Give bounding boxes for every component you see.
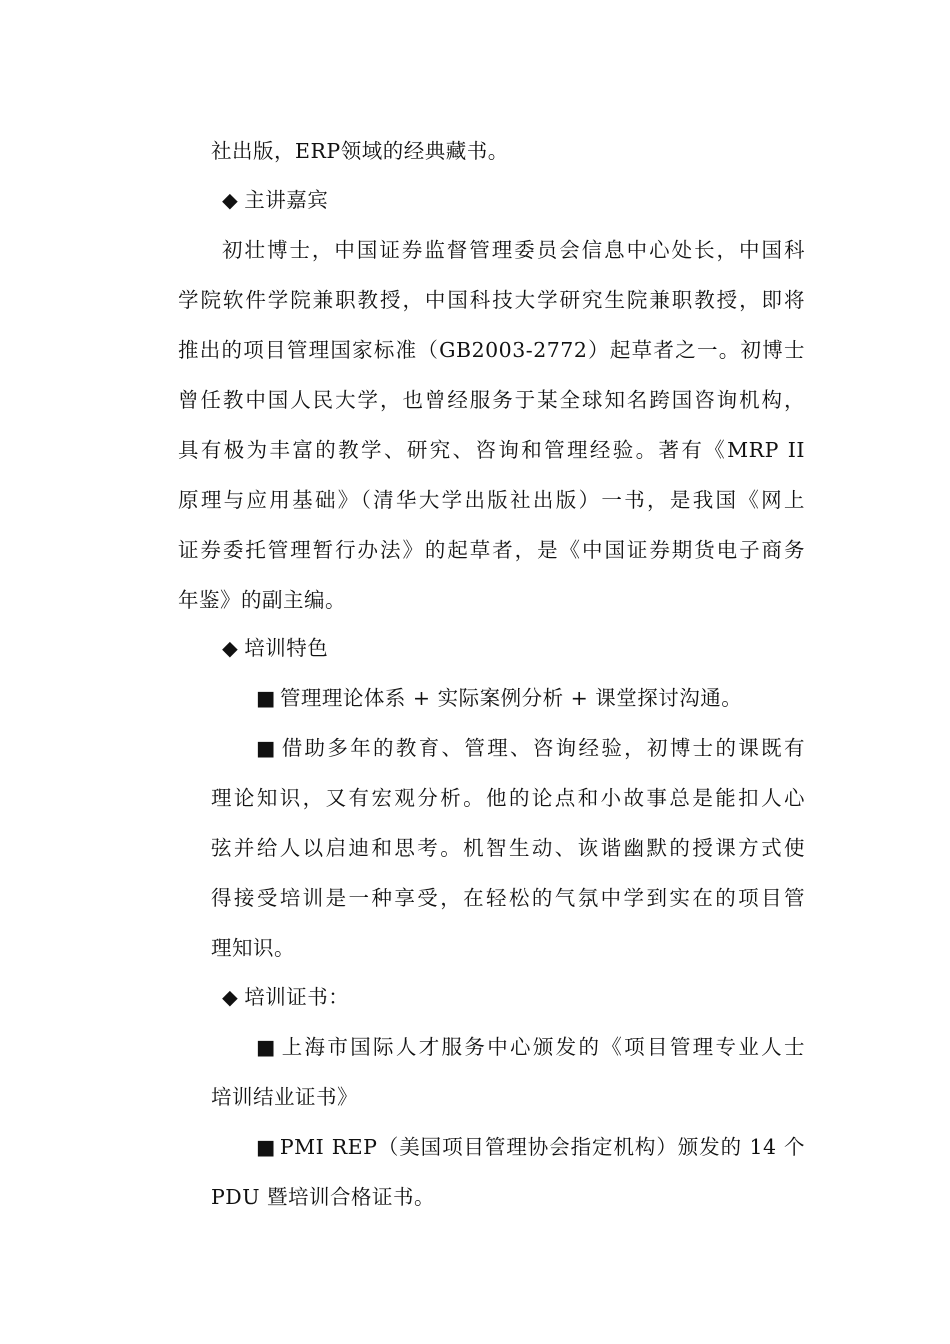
speaker-paragraph-line: 初壮博士，中国证券监督管理委员会信息中心处长，中国科 bbox=[222, 238, 805, 262]
certificate-item bbox=[256, 1032, 805, 1062]
speaker-paragraph-line: 年鉴》的副主编。 bbox=[178, 588, 346, 612]
speaker-paragraph-line: 原理与应用基础》（清华大学出版社出版）一书，是我国《网上 bbox=[178, 488, 805, 512]
certificate-item-line: 培训结业证书》 bbox=[211, 1085, 358, 1109]
speaker-paragraph-line: 曾任教中国人民大学，也曾经服务于某全球知名跨国咨询机构， bbox=[178, 388, 805, 412]
square-bullet-icon: ■ bbox=[256, 1035, 276, 1059]
section-title-features: 培训特色 bbox=[244, 636, 329, 660]
section-title-speaker: 主讲嘉宾 bbox=[244, 188, 329, 212]
speaker-paragraph-line: 推出的项目管理国家标准（GB2003-2772）起草者之一。初博士 bbox=[178, 338, 805, 362]
intro-line: 社出版，ERP领域的经典藏书。 bbox=[211, 139, 509, 163]
feature-item-line: 得接受培训是一种享受，在轻松的气氛中学到实在的项目管 bbox=[211, 886, 805, 910]
certificate-item-line: PDU 暨培训合格证书。 bbox=[211, 1185, 436, 1209]
section-heading-certificate bbox=[222, 982, 349, 1012]
feature-item-text: 管理理论体系 + 实际案例分析 + 课堂探讨沟通。 bbox=[279, 686, 743, 710]
certificate-item bbox=[256, 1132, 805, 1162]
square-bullet-icon: ■ bbox=[256, 686, 276, 710]
diamond-bullet-icon: ◆ bbox=[222, 985, 239, 1009]
certificate-item-text: PMI REP（美国项目管理协会指定机构）颁发的 14 个 bbox=[279, 1135, 805, 1159]
certificate-item-text: 上海市国际人才服务中心颁发的《项目管理专业人士 bbox=[279, 1035, 805, 1059]
feature-item-line: 弦并给人以启迪和思考。机智生动、诙谐幽默的授课方式使 bbox=[211, 836, 805, 860]
feature-item bbox=[256, 683, 742, 713]
speaker-paragraph-line: 证券委托管理暂行办法》的起草者，是《中国证券期货电子商务 bbox=[178, 538, 805, 562]
feature-item-line: 理知识。 bbox=[211, 936, 295, 960]
feature-item bbox=[256, 733, 805, 763]
feature-item-text: 借助多年的教育、管理、咨询经验，初博士的课既有 bbox=[279, 736, 805, 760]
feature-item-line: 理论知识，又有宏观分析。他的论点和小故事总是能扣人心 bbox=[211, 786, 805, 810]
diamond-bullet-icon: ◆ bbox=[222, 188, 239, 212]
section-heading-features bbox=[222, 633, 328, 663]
speaker-paragraph-line: 具有极为丰富的教学、研究、咨询和管理经验。著有《MRP II bbox=[178, 438, 805, 462]
square-bullet-icon: ■ bbox=[256, 736, 276, 760]
square-bullet-icon: ■ bbox=[256, 1135, 276, 1159]
speaker-paragraph-line: 学院软件学院兼职教授，中国科技大学研究生院兼职教授，即将 bbox=[178, 288, 805, 312]
section-title-certificate: 培训证书： bbox=[244, 985, 350, 1009]
diamond-bullet-icon: ◆ bbox=[222, 636, 239, 660]
section-heading-speaker bbox=[222, 185, 328, 215]
